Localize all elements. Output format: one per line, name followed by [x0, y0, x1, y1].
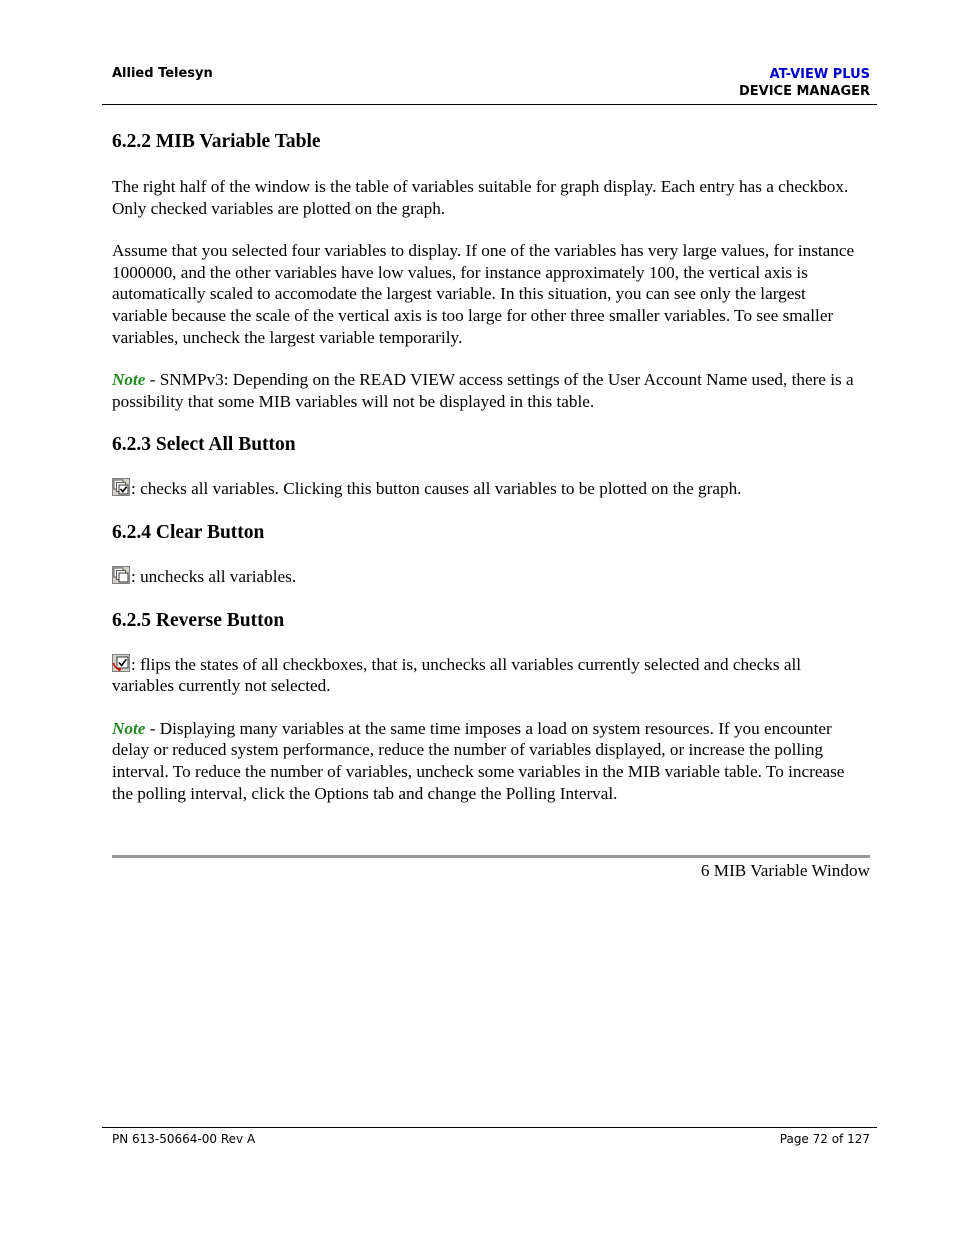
heading-6-2-5: 6.2.5 Reverse Button: [112, 609, 285, 631]
section-rule: [112, 855, 870, 858]
header-company: Allied Telesyn: [112, 66, 213, 81]
note-text: - SNMPv3: Depending on the READ VIEW access settings of the User Account Name used, there is a possibility that some MIB variables will not be displayed in this table.: [112, 370, 854, 411]
reverse-icon: [112, 654, 130, 672]
paragraph-table-intro: The right half of the window is the table of variables suitable for graph display. Each entry has a checkbox. Only checked variables are plotted on the graph.: [112, 177, 849, 218]
header-rule: [102, 104, 877, 105]
clear-icon: [112, 566, 130, 584]
header-product: AT-VIEW PLUS: [769, 67, 870, 82]
footer-page-number: Page 72 of 127: [779, 1132, 870, 1146]
select-all-icon: [112, 478, 130, 496]
heading-6-2-4: 6.2.4 Clear Button: [112, 521, 265, 543]
paragraph-clear: [112, 566, 864, 588]
note-performance: [112, 718, 864, 804]
heading-6-2-3: 6.2.3 Select All Button: [112, 434, 296, 456]
paragraph-scaling: Assume that you selected four variables to display. If one of the variables has very large values, for instance 1000000, and the other variables have low values, for instance approximately 100, the vertical axis is automatically scaled to accomodate the largest variable. In this situation, you can see only the largest variable because the scale of the vertical axis is too large for other three smaller variables. To see smaller variables, uncheck the largest variable temporarily.: [112, 241, 855, 347]
paragraph-select-all: [112, 478, 864, 500]
note-label: Note: [112, 718, 146, 738]
note-text: - Displaying many variables at the same time imposes a load on system resources. If you encounter delay or reduced system performance, reduce the number of variables displayed, or increase the polling interval. To reduce the number of variables, uncheck some variables in the MIB variable table. To increase the polling interval, click the Options tab and change the Polling Interval.: [112, 718, 845, 803]
paragraph-reverse: [112, 654, 864, 697]
reverse-text: : flips the states of all checkboxes, that is, unchecks all variables currently selected and checks all variables currently not selected.: [112, 654, 802, 696]
footer-rule: [102, 1127, 877, 1128]
header-product-block: [739, 66, 870, 100]
select-all-text: : checks all variables. Clicking this button causes all variables to be plotted on the graph.: [131, 479, 742, 499]
section-footer-label: 6 MIB Variable Window: [700, 861, 870, 880]
note-snmpv3: [112, 369, 864, 412]
heading-6-2-2: 6.2.2 MIB Variable Table: [112, 131, 321, 152]
page-content: [112, 130, 864, 804]
note-label: Note: [112, 370, 146, 390]
footer-part-number: PN 613-50664-00 Rev A: [112, 1132, 256, 1146]
clear-text: : unchecks all variables.: [131, 566, 297, 586]
header-module: DEVICE MANAGER: [738, 84, 870, 99]
